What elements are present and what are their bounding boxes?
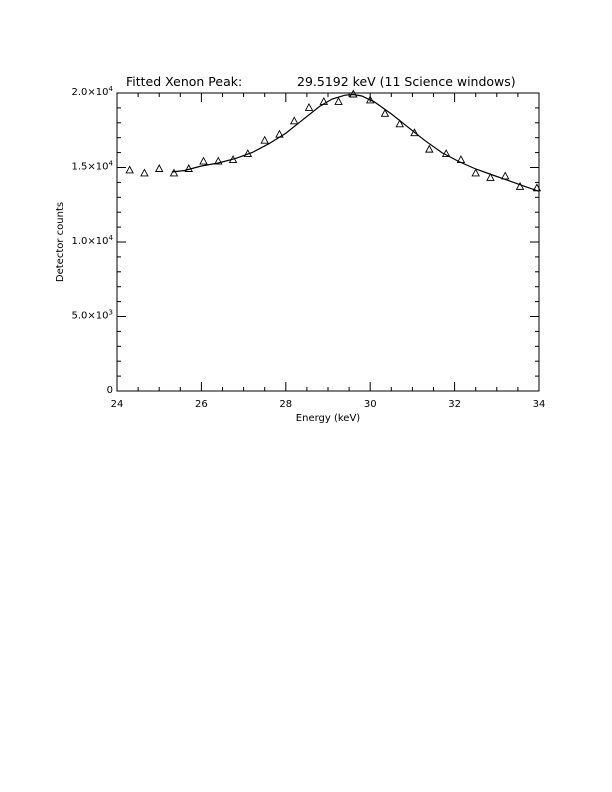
data-point [200,158,207,165]
x-axis-label: Energy (keV) [295,413,361,424]
axis-tick-labels [72,85,546,410]
y-tick-label: 0 [106,385,113,396]
data-point [141,169,148,176]
y-tick-label: $1.5\times 10^4$ [71,159,113,173]
data-point [291,117,298,124]
chart-title-left: Fitted Xenon Peak: [126,74,243,89]
data-point [126,166,133,173]
x-tick-label: 26 [195,399,208,410]
x-tick-label: 32 [448,399,461,410]
y-axis-label: Detector counts [55,201,66,283]
data-point [350,90,357,97]
data-point [156,165,163,172]
data-points-group [126,90,540,190]
data-point [261,137,268,144]
x-tick-label: 30 [363,399,377,410]
axis-ticks [117,93,539,391]
fit-curve [172,95,539,192]
x-tick-label: 28 [279,399,293,410]
data-point [170,169,177,176]
y-tick-label: $5.0\times 10^3$ [71,308,113,322]
plot-frame [117,93,539,391]
fit-curve-group [172,95,539,192]
x-tick-label: 24 [110,399,124,410]
y-tick-label: $1.0\times 10^4$ [71,234,113,247]
data-point [306,104,313,111]
y-tick-label: $2.0\times 10^4$ [71,85,113,98]
x-tick-label: 34 [532,399,546,410]
data-point [426,146,433,153]
data-point [335,98,342,105]
chart-title-right: 29.5192 keV (11 Science windows) [297,74,516,89]
